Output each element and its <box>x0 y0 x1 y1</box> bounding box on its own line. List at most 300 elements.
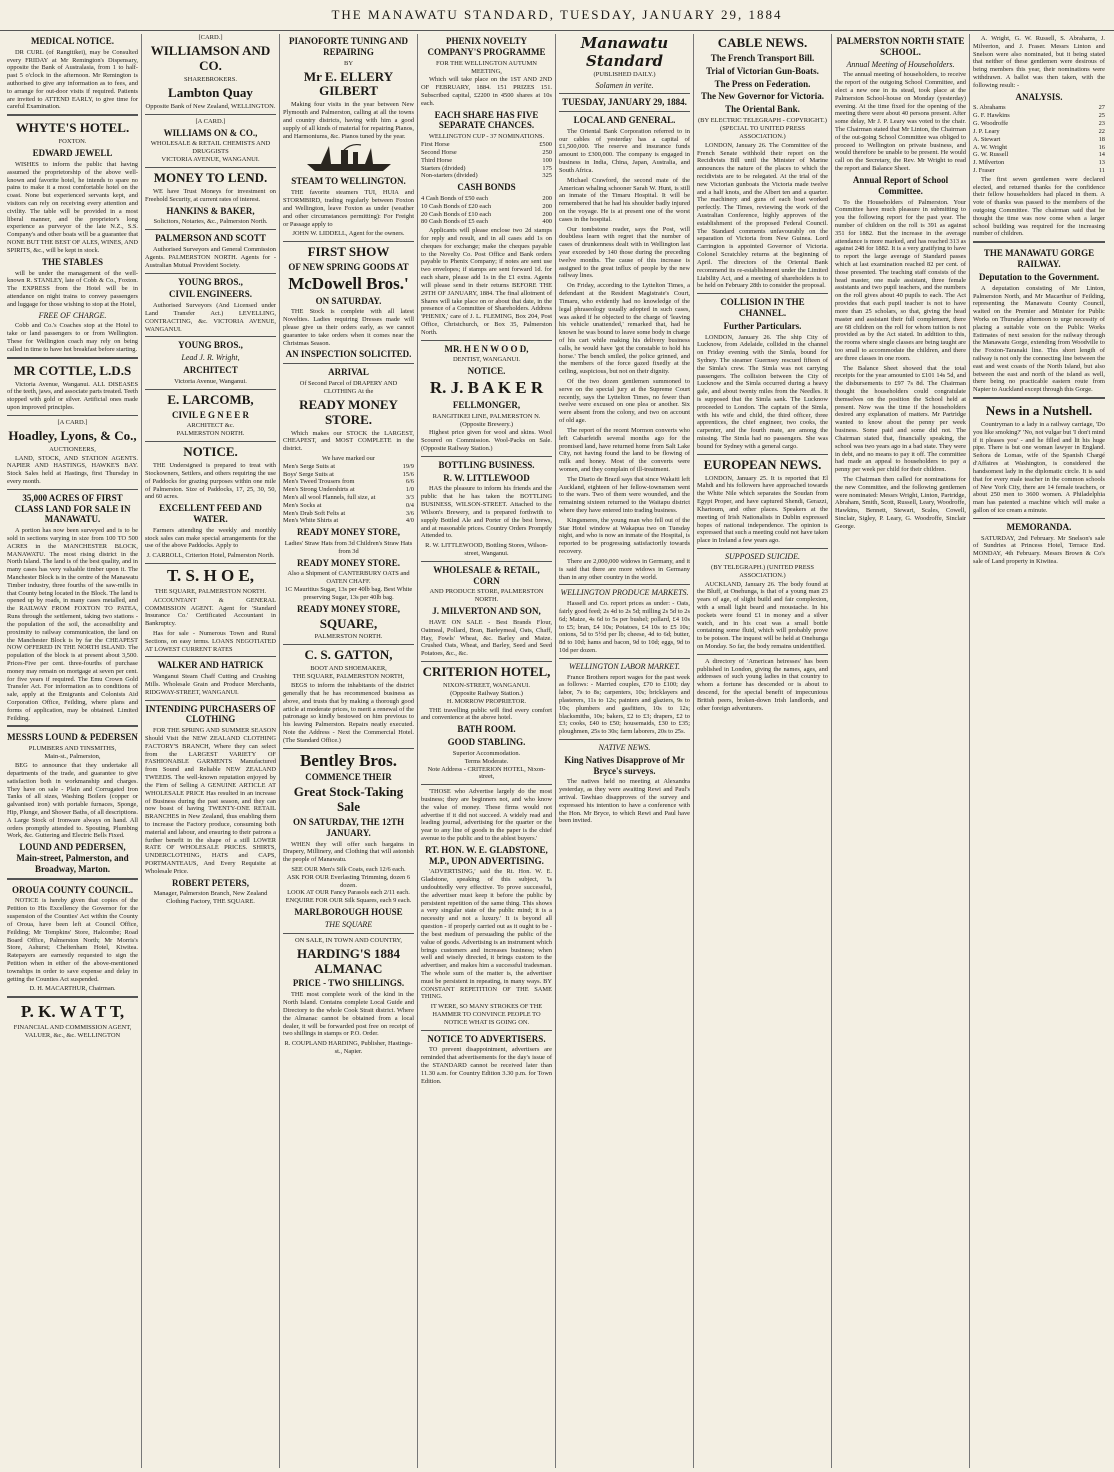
ask-body: ASK FOR OUR Everlasting Trimming, dozen 6 dozen. <box>286 873 411 889</box>
young-body: Authorised Surveyors (And Licensed under Land Transfer Act.) LEVELLING, CONTRACTING, &c. VICTORIA AVENUE, WANGANUI. <box>145 302 276 333</box>
labor-body: France Brothers report wages for the past week as follows: - Married couples, £70 to £100; day labor, 7s to 8s; carpenters, 10s; bricklayers and plasterers, 11s to 12s; painters and glaziers, 9s to 10s; plumbers and gasfitters, 10s to 12s; blacksmiths, 10s; bakers, £2 to £3; drapers, £2 to £3; cooks, £40 to £50; housemaids, £30 to £35; ploughmen, 25s to 30s; farm laborers, 20s to 25s. <box>559 673 690 736</box>
divider <box>421 561 552 562</box>
palmerson-heading: PALMERSON AND SCOTT <box>155 233 266 244</box>
saturday-label: ON SATURDAY, THE 12TH JANUARY. <box>292 817 405 838</box>
ts-body2: Has for sale - Numerous Town and Rural Sections, on easy terms. LOANS NEGOTIATED AT LOWEST CURRENT RATES <box>145 629 276 653</box>
address-label: Note Address - CRITERION HOTEL, Nixon-street, <box>427 765 546 781</box>
henwood-heading: MR. H E N W O O D, <box>444 343 529 354</box>
divider <box>697 454 828 455</box>
cup-item: Non-starters (divided) <box>421 172 478 180</box>
divider <box>145 700 276 701</box>
result-row <box>973 151 1105 159</box>
acres-heading: 35,000 ACRES OF FIRST CLASS LAND FOR SALE IN MANAWATU. <box>14 492 131 525</box>
divider <box>973 397 1105 401</box>
result-name: G. W. Russell <box>973 151 1009 159</box>
hankins-heading: HANKINS & BAKER, <box>166 205 255 216</box>
phenix-body: Which will take place on the 1ST AND 2ND OF FEBRUARY, 1884. 151 PRIZES 151. Subscribed capital, £2200 in 4500 shares at 10s each. <box>421 76 552 107</box>
directory-body: A directory of 'American heiresses' has been published in London, giving the names, ages, and addresses of such young ladies in that country to whom a fortune has descended or is about to descend, for the special benefit of impecunious British peers, broken-down Irish landlords, and other foreign adventurers. <box>697 657 828 712</box>
analysis-heading: ANALYSIS. <box>1015 91 1063 102</box>
jewell-body: WISHES to inform the public that having assumed the proprietorship of the above well-known and favorite hotel, he intends to spare no pains to make it a most comfortable hotel on the coast. None but experienced servants kept, and visitors can rely on receiving every attention and civility. The table will be provided in a most liberal manner, and the proprietor's long experience as purveyor of the late N.Z., S.S. Company's and other boats will be a guarantee that NONE BUT THE BEST OF ALES, WINES, AND SPIRITS, &c., will be kept in stock. <box>7 160 138 254</box>
pkw-heading: P. K. W A T T, <box>20 1002 125 1022</box>
report-body2: The Balance Sheet showed that the total receipts for the year amounted to £101 14s 5d, and the disbursements to £97 7s 8d. The Chairman thought the householders could congratulate themselves on the position the School held at present. Now was the time if the householders desired any explanation of matters. Mr Partridge wanted to know about the penny per week business. Some paid and some did not. The Chairman stated that, financially speaking, the school was two years ago in a bad state. They were in debt, and no means to pay it off. The committee had made an appeal to householders to pay a penny per week per child for their children. <box>835 364 966 474</box>
french-heading: The French Transport Bill. <box>710 52 815 63</box>
column-1 <box>4 34 142 1468</box>
price-list <box>283 463 414 526</box>
results-body: The first seven gentlemen were declared elected, and returned thanks for the confidence their fellow householders had placed in them. A vote of thanks was passed to the members of the outgoing Committee. The chairman said that he thought the time was now come when a larger school building was required for the increasing number of children. <box>973 175 1105 238</box>
oroua-heading: OROUA COUNTY COUNCIL. <box>12 884 133 895</box>
result-name: G. Woodroffe <box>973 120 1009 128</box>
local-para: The Oriental Bank Corporation referred to in our cables of yesterday has a capital of £1,500,000. The reserve and insurance funds amount to £300,000. The company is engaged in business in India, China, Japan, Australia, and South Africa. <box>559 127 690 174</box>
cable-heading: CABLE NEWS. <box>717 35 808 50</box>
result-row <box>973 136 1105 144</box>
result-name: J. Milverton <box>973 159 1005 167</box>
phenix-body2: Applicants will please enclose two 2d stamps for reply and result, and in all cases add 1s on cheques for exchange; make the cheques payable to the Novelty Co. Post Office and Bank orders payable to Phenix Company; if notes are sent use two envelopes; if stamps are sent forward 1d. for each share, please add 1s in the £1 extra. Agents will please send in their returns BEFORE THE 29TH OF JANUARY, 1884. The final allotment of Shares will take place on or about that date, in the presence of a Committee of Shareholders. Address 'PHENIX,' care of J. L. FLEMING, Box 204, Post Office, Christchurch, or Box 35, Palmerston North. <box>421 227 552 336</box>
price-value: 3/3 <box>405 494 414 501</box>
cup-value: 325 <box>542 172 552 180</box>
young2-heading: YOUNG BROS., <box>178 340 243 351</box>
gatton-body: BEGS to inform the inhabitants of the district generally that he has recommenced business as above, and trusts that by making a thorough good article at moderate prices, to merit a renewal of the patronage so kindly bestowed on him previous to his leaving Palmerston. Repairs neatly executed. Note the Address - Next the Commercial Hotel. (The Standard Office.) <box>283 682 414 744</box>
nutshell-body: Countryman to a lady in a railway carriage, 'Do you like smoking?' 'No, not vulgar but 'I don't mind if it pleases you' - and he filled and lit his huge pipe. There is but one woman lawyer in England. Señora de Lomas, wife of the Spanish Chargé d'Affaires at Washington, is considered the handsomest lady in the diplomatic circle. It is said that for every male teacher in the common schools of New York City, there are 14 female teachers, or about 250 men to 3600 women. A Philadelphia man has patented a machine which will make a gallon of ice cream a minute. <box>973 421 1105 514</box>
acres-body: A portion has now been surveyed and is to be sold in sections varying in size from 100 TO 500 ACRES in the MANCHESTER BLOCK, MANAWATU. The most rising district in the North Island. The land is of the best quality, and in many cases has very valuable timber upon it. The Manchester Block is in the centre of the Manawatu Timber industry, three fourths of the saw-mills in that County being located in the Block. The land is opened up by roads, in many cases metalled, and the RAILWAY FROM FOXTON TO PATEA, Runs through the settlement, taking two stations - the population of the soil, the accessibility and proximity to railway communication, the land on the Manchester Block is by far the CHEAPEST NOW OFFERED IN THE NORTH ISLAND. The population of the block is at present about 3,500. Prices-Five per cent. three-fourths of purchase money may remain on mortgage at seven per cent. for five years if required. The Emu Crown Gold Transfer Act. For information as to conditions of sale, apply at the Emigrants and Colonists Aid Corporation Office, Feilding, where plans and forms of application, may be obtained. Limited Feilding. <box>7 527 138 722</box>
carroll-signature: J. CARROLL, Criterion Hotel, Palmerston North. <box>146 552 275 560</box>
cash-item: 4 Cash Bonds of £50 each <box>421 194 488 202</box>
cash-row <box>421 211 552 219</box>
cash-bonds-heading: CASH BONDS <box>457 182 516 193</box>
marked-label: We have marked our <box>322 454 375 462</box>
gorge-body: A deputation consisting of Mr Linton, Palmerston North, and Mr Macarthur of Feilding, representing the Manawatu County Council, waited on the Premier and Minister for Public Works on Thursday afternoon to urge necessity of placing a suitable vote on the Public Works Estimates of next session for the railway through the Manawatu Gorge, extending from Woodville to the Foxton-Taranaki line. This short length of railway is not only the connecting line between the east and west coasts of the North Island, but also between the east and north of the island as well, there being no practicable eastern route from Napier to Auckland except through this Gorge. <box>973 284 1105 394</box>
native-sub: King Natives Disapprove of Mr Bryce's surveys. <box>564 754 685 776</box>
palm-school-heading: PALMERSTON NORTH STATE SCHOOL. <box>836 36 965 57</box>
cottle-body: Victoria Avenue, Wanganui. ALL DISEASES of the teeth, jaws, and associate parts treated. Teeth stopped with gold or silver. Artificial ones made upon improved principles. <box>7 380 138 411</box>
cash-row <box>421 203 552 211</box>
cash-row <box>421 195 552 203</box>
column-3 <box>280 34 418 1468</box>
column-6 <box>694 34 832 1468</box>
free-body: Cobb and Co.'s Coaches stop at the Hotel to take or land passengers to or from Wellington. These for Wellington coach may rely on being called in time to have hot breakfast before starting. <box>7 322 138 353</box>
wholesale-sub: AND PRODUCE STORE, PALMERSTON NORTH. <box>429 588 544 604</box>
annual-heading: Annual Meeting of Householders. <box>846 59 955 69</box>
enquire-body: ENQUIRE FOR OUR Silk Squares, each 9 each. <box>285 897 412 905</box>
produce-body: Hassell and Co. report prices as under: - Oats, fairly good feed; 2s 4d to 2s 5d; milling 2s 5d to 2s 6d; Maize, 4s 6d to 5s per bushel; pollard, £4 10s to £5; bran, £4 10s; Potatoes, £4 10s to £5 10s; onions, 5d to 5½d per lb; cheese, 4d to 6d; butter, 8d to 10d; hams and bacon, 9d to 10d; eggs, 9d to 10d per dozen. <box>559 600 690 654</box>
hoadley-heading: Hoadley, Lyons, & Co., <box>8 427 137 443</box>
lound-sub2: Main-st., Palmerston, <box>44 753 101 761</box>
cup-item: First Horse <box>421 141 450 149</box>
price-item: Men's White Shirts at <box>283 517 339 525</box>
lound-body: BEG to announce that they undertake all departments of the trade, and guarantee to give satisfaction both in workmanship and charges. They have on sale - Plain and Corrugated Iron Tanks of all sizes, Washing Boilers (copper or galvanised iron) with portable furnaces, Sponge, Hip, Plunge, and Shower Baths, of all descriptions. A Large Stock of Ironware always on hand. All orders promptly attended to. Spouting, Plumbing Work, &c. Guttering and Electric Bells Fixed. <box>7 762 138 840</box>
newspaper-title-sub: (PUBLISHED DAILY.) <box>593 70 656 78</box>
notice-heading: NOTICE. <box>467 366 506 377</box>
cash-row <box>421 218 552 226</box>
square-heading: SQUARE, <box>319 615 378 631</box>
cup-heading: WELLINGTON CUP - 37 NOMINATIONS. <box>428 133 545 141</box>
result-row <box>973 167 1105 175</box>
criterion-opposite: (Opposite Railway Station.) <box>450 689 523 697</box>
report-heading: Annual Report of School Committee. <box>852 174 949 196</box>
ready-money-heading: READY MONEY STORE. <box>299 396 398 427</box>
young-heading: YOUNG BROS., <box>178 276 243 287</box>
free-heading: FREE OF CHARGE. <box>38 310 107 320</box>
newspaper-motto: Solamen in verite. <box>595 80 654 90</box>
edition-date: TUESDAY, JANUARY 29, 1884. <box>562 97 687 108</box>
mcdowell-body: THE Stock is complete with all latest Novelties. Ladies requiring Dresses made will please give us their orders early, as we cannot guarantee to take orders when it comes near the Christmas Season. <box>283 308 414 347</box>
divider <box>697 293 828 294</box>
column-7 <box>832 34 970 1468</box>
almanac-price: PRICE - TWO SHILLINGS. <box>292 978 405 989</box>
ballot-intro: A. Wright, G. W. Russell, S. Abrahams, J. Milverton, and J. Fraser. Messrs Linton and Snelson were also nominated, but it being stated that neither of these gentlemen were desirous of being members this year, their nominations were withdrawn. A ballot was then taken, with the following result: - <box>973 35 1105 89</box>
medical-notice-body: DR CURL (of Rangitikei), may be Consulted every FRIDAY at Mr Remington's Dispensary, opposite the Bank of Australasia, from 1 to half-past 5 o'clock in the afternoon. Mr Remington is authorised to give any information as to fees, and to arrange for out-door visits if required. Patients are invited to ATTEND EARLY, to give time for careful Examination. <box>7 48 138 111</box>
price-item: Men's Serge Suits at <box>283 462 335 470</box>
local-para: Our tombstone reader, says the Post, will doubtless learn with regret that the number of cases of drunkenness dealt with in Wellington last year exceeded by 140 those during the preceding twelve months. The cause of this increase is assigned to the great influx of people by the new railway lines. <box>559 225 690 280</box>
cup-row <box>421 165 552 173</box>
piano-heading: PIANOFORTE TUNING AND REPAIRING <box>288 36 409 57</box>
price-value: 0/4 <box>405 501 414 509</box>
result-name: A. Stewart <box>973 135 1001 143</box>
divider <box>697 654 828 655</box>
cash-value: 200 <box>542 194 552 202</box>
young2-sub: Lead J. R. Wright, <box>181 353 240 363</box>
parasols-body: LOOK AT OUR Fancy Parasols each 2/11 each. <box>287 889 410 897</box>
almanac-heading: ON SALE, IN TOWN AND COUNTRY, <box>294 936 403 944</box>
cash-value: 200 <box>542 202 552 210</box>
european-heading: EUROPEAN NEWS. <box>703 456 822 472</box>
phenix-sub: FOR THE WELLINGTON AUTUMN MEETING, <box>436 59 537 75</box>
hoadley-body: LAND, STOCK, AND STATION AGENTS. NAPIER AND HASTINGS, HAWKE'S BAY. Stock Sales held at Hastings, first Thursday in every month. <box>7 454 138 485</box>
terms-label: Terms Moderate. <box>464 757 509 765</box>
first-show-heading: FIRST SHOW <box>307 244 390 260</box>
cottle-heading: MR COTTLE, L.D.S <box>13 362 132 378</box>
divider <box>283 748 414 749</box>
almanac-body: THE most complete work of the kind in the North Island. Contains complete Local Guide and Directory to the whole Cook Strait district. Where the Almanac cannot be obtained from a local dealer, it will be forwarded post free on receipt of two shillings in stamps or P.O. Order. <box>283 991 414 1038</box>
memoranda-heading: MEMORANDA. <box>1006 521 1072 532</box>
local-para: On Friday, according to the Lyttelton Times, a defendant at the Resident Magistrate's Court, Timaru, who evidently had no knowledge of the legal phraseology usually adopted in such cases, was asked if he objected to the charge of 'leaving his vehicle unattended,' remarked that, had he known he was bound to leave some body in charge of his cart while making his delivery business calls, he would have 'got the constable to hold his horse.' The bench smiled, the police grinned, and the members of the force gazed fixedly at the ceiling, suspicious, but not on their dignity. <box>559 282 690 376</box>
cup-row <box>421 157 552 165</box>
divider <box>973 241 1105 245</box>
cup-item: Second Horse <box>421 148 457 156</box>
arrival-body: Of Second Parcel of DRAPERY AND CLOTHING At the <box>299 380 398 395</box>
column-4 <box>418 34 556 1468</box>
gatton-heading: C. S. GATTON, <box>304 647 393 663</box>
bath-label: BATH ROOM. <box>457 724 516 735</box>
stables-heading: THE STABLES <box>41 256 104 267</box>
gladstone-heading: RT. HON. W. E. GLADSTONE, M.P., UPON ADVERTISING. <box>425 844 548 866</box>
price-row <box>283 510 414 518</box>
result-row <box>973 112 1105 120</box>
almanac-title: HARDING'S 1884 ALMANAC <box>297 945 400 976</box>
mcdowell-on: ON SATURDAY. <box>315 295 382 306</box>
divider <box>421 1030 552 1031</box>
first-show-sub: OF NEW SPRING GOODS AT <box>288 262 409 273</box>
mauritius-body: 1C Mauritius Sugar, 13s per 40lb bag. Best White preserving Sugar, 13s per 40lb bag. <box>284 586 413 601</box>
annual-body: The annual meeting of householders, to receive the report of the outgoing School Committee, and elect a new one in its stead, took place at the Palmerston School-house on Monday (yesterday) evening. At the time fixed for the opening of the meeting there were about 40 persons present. After some delay, Mr J. P. Leary was voted to the chair. The Chairman stated that Mr Linton, the Chairman of the out-going School Committee was obliged to proceed to Wellington on private business, and would therefore be unable to be present. He would call on the Secretary, the Rev. Mr Wright to read the report and Balance Sheet. <box>835 71 966 173</box>
williams-sub: WHOLESALE & RETAIL CHEMISTS AND DRUGGISTS <box>150 140 271 156</box>
price-row <box>283 486 414 494</box>
oriental-heading: The Oriental Bank. <box>725 104 800 115</box>
governor-heading: The New Governor for Victoria. <box>701 91 824 102</box>
cup-item: Starters (divided) <box>421 164 466 172</box>
notice-heading: NOTICE. <box>183 444 238 460</box>
divider <box>559 111 690 112</box>
cup-row <box>421 172 552 180</box>
cup-value: £500 <box>539 141 552 149</box>
price-item: Men's Socks at <box>283 501 322 509</box>
federation-heading: The Press on Federation. <box>714 78 811 89</box>
stables-body: will be under the management of the well-known R. STANLEY, late of Cobb & Co., Foxton. The EXPRESS from the Hotel will be in attendance on night trains to convey passengers and luggage for those wishing to stop at the Hotel, <box>7 269 138 308</box>
hoadley-card: [A CARD.] <box>57 418 88 426</box>
inspection-heading: AN INSPECTION SOLICITED. <box>285 349 412 360</box>
result-row <box>973 128 1105 136</box>
cup-list <box>421 141 552 180</box>
cup-value: 175 <box>542 164 552 172</box>
result-row <box>973 144 1105 152</box>
marlborough-heading: MARLBOROUGH HOUSE <box>294 907 403 918</box>
whytes-hotel-heading: WHYTE'S HOTEL. <box>15 120 130 136</box>
divider <box>283 241 414 242</box>
cash-item: 80 Cash Bonds of £5 each <box>421 218 488 226</box>
result-votes: 16 <box>1098 143 1105 151</box>
gorge-heading: THE MANAWATU GORGE RAILWAY. <box>983 248 1095 270</box>
divider <box>7 878 138 882</box>
result-votes: 14 <box>1098 151 1105 159</box>
williamson-heading: WILLIAMSON AND CO. <box>150 42 271 73</box>
memoranda-body: SATURDAY, 2nd February. Mr Snelson's sale of Sundries at Princess Hotel, Terrace End. MONDAY, 4th February. Messrs Brown & Co's sale of Land property in Kiwitea. <box>973 534 1105 565</box>
columns <box>4 34 1110 1468</box>
criterion-sub: NIXON-STREET, WANGANUI. <box>443 682 530 689</box>
cash-item: 10 Cash Bonds of £20 each <box>421 202 492 210</box>
hoadley-sub: AUCTIONEERS, <box>49 445 96 453</box>
result-name: A. W. Wright <box>973 143 1008 151</box>
jewell-heading: EDWARD JEWELL <box>32 148 113 159</box>
divider <box>7 996 138 1000</box>
mcdowell-heading: McDowell Bros.' <box>288 273 409 293</box>
result-row <box>973 104 1105 112</box>
divider <box>145 336 276 337</box>
local-para: The Diario de Brazil says that since Wakaiti left Auckland, eighteen of her fellow-townsmen went to the wars. Two of them were wounded, and the remaining sixteen returned to the Waitapu district where they have entered into trading business. <box>559 475 690 515</box>
labor-heading: WELLINGTON LABOR MARKET. <box>568 661 681 671</box>
divider <box>421 340 552 341</box>
piano-body: Making four visits in the year between New Plymouth and Palmerston, calling at all the towns and country districts, having with him a good supply of all kinds of material for repairing Pianos, and Harmoniums, &c. Pianos tuned by the year. <box>283 101 414 140</box>
gilbert-heading: Mr E. ELLERY GILBERT <box>303 68 394 99</box>
hankins-sub: Solicitors, Notaries, &c., Palmerston North. <box>153 218 268 226</box>
excellent-heading: EXCELLENT FEED AND WATER. <box>159 503 262 525</box>
whytes-hotel-sub: FOXTON. <box>58 138 87 146</box>
gatton-sub2: THE SQUARE, PALMERSTON NORTH, <box>292 673 405 681</box>
gladstone-body: 'ADVERTISING,' said the Rt. Hon. W. E. Gladstone, speaking of this subject, 'is undoubtedly very effective. To prove successful, the advertiser must keep it before the public by persistent repetition of the same thing. This shows a very singular state of the public mind; it is a necessity and not a luxury.' It is beyond all question - if properly carried out as it ought to be - the best medium of persuading the public of the value of goods. Advertising is an instrument which brings customers and increases business; when well and wisely directed, it brings custom to the advertiser, and makes him a successful tradesman. The whole sum of the matter is, the advertiser must be persistent in repeating, in many ways. BY CONSTANT REPETITION OF THE SAME THING. <box>421 868 552 1001</box>
williams-sub2: VICTORIA AVENUE, WANGANUI. <box>161 156 260 164</box>
result-votes: 11 <box>1098 166 1105 174</box>
produce-heading: WELLINGTON PRODUCE MARKETS. <box>560 588 689 598</box>
divider <box>7 725 138 729</box>
canterbury-body: Also a Shipment of CANTERBURY OATS and OATEN CHAFF. <box>287 570 410 586</box>
intending-body: FOR THE SPRING AND SUMMER SEASON Should Visit the NEW ZEALAND CLOTHING FACTORY'S BRANCH, Where they can select from the LARGEST VARIETY OF FASHIONABLE GARMENTS Manufactured from Sound and Reliable NEW ZEALAND TWEEDS. The well-known reputation enjoyed by the Firm of Selling A GENUINE ARTICLE AT WHOLESALE PRICE Has resulted in an increase of Business during the past season, and they can now boast of having TWENTY-ONE RETAIL BRANCHES in New Zealand, thus enabling them to increase the Factory produce, consuming both material and labour, and ensuring to their patrons a further benefit in the shape of a still LOWER RATE OF WHOLESALE PRICES. SHIRTS, UNDERCLOTHING, HATS and CAPS, PORTMANTEAUS, And Every Requisite at Wholesale Price. <box>145 727 276 875</box>
column-2 <box>142 34 280 1468</box>
divider <box>145 114 276 115</box>
pkw-sub: FINANCIAL AND COMMISSION AGENT, VALUER, &c., &c. WELLINGTON <box>13 1023 132 1039</box>
divider <box>421 456 552 457</box>
divider <box>421 661 552 662</box>
collision-heading: COLLISION IN THE CHANNEL. <box>720 297 805 318</box>
page-masthead: THE MANAWATU STANDARD, TUESDAY, JANUARY 29, 1884 <box>0 0 1114 31</box>
liddell-signature: JOHN W. LIDDELL, Agent for the owners. <box>292 230 405 238</box>
native-body: The natives held no meeting at Alexandra yesterday, as they were awaiting Rewi and Paul's arrival. Tawhiao disapproves of the survey and expressed his intention to have a conference with the Hon. Mr Bryce, to which Rewi and Paul have been invited. <box>559 778 690 825</box>
advertisers-body: TO prevent disappointment, advertisers are reminded that advertisements for the day's issue of the STANDARD cannot be received later than 11.30 a.m. for Country Edition 3.30 p.m. for Town Edition. <box>421 1046 552 1085</box>
larcomb-sub: CIVIL E G N E E R <box>171 409 250 420</box>
suicide-sub: (BY TELEGRAPH.) (UNITED PRESS ASSOCIATION.) <box>711 563 814 579</box>
bentley-heading: Bentley Bros. <box>300 750 397 770</box>
lambton-sub: Opposite Bank of New Zealand, WELLINGTON. <box>145 102 276 110</box>
ts-heading: T. S. H O E, <box>166 566 255 586</box>
palmerson-body: Authorised Surveyors and General Commission Agents. PALMERSTON NORTH. Agents for - Australian Mutual Provident Society. <box>145 246 276 269</box>
morrow-label: H. MORROW PROPRIETOR. <box>446 697 527 705</box>
local-para: Of the two dozen gentlemen summoned to serve on the special jury at the Supreme Court recently, says the Lyttelton Times, no fewer than twelve were excused on one plea or another. Six were absent from the colony, and two on account of old age. <box>559 378 690 425</box>
milverton-heading: J. MILVERTON AND SON, <box>432 606 541 617</box>
cup-item: Third Horse <box>421 156 453 164</box>
price-value: 15/6 <box>402 470 414 478</box>
ts-body: ACCOUNTANT & GENERAL COMMISSION AGENT. Agent for 'Standard Insurance Co.' Certificated Accountant in Bankruptcy. <box>145 596 276 628</box>
suicide-heading: SUPPOSED SUICIDE. <box>724 551 801 561</box>
newspaper-title: Manawatu Standard <box>580 34 669 71</box>
card-label: [CARD.] <box>198 34 223 41</box>
bentley-body: WHEN they will offer such bargains in Drapery, Millinery, and Clothing that will astonish the people of Manawatu. <box>283 840 414 864</box>
price-item: Men's Strong Undershirts at <box>283 486 355 494</box>
cup-value: 250 <box>542 148 552 156</box>
larcomb-address: PALMERSTON NORTH. <box>176 430 245 438</box>
price-row <box>283 471 414 479</box>
square-sub: PALMERSTON NORTH. <box>314 633 383 641</box>
littlewood-signature: R. W. LITTLEWOOD, Bottling Stores, Wilson-street, Wanganui. <box>425 542 548 557</box>
lound-heading: MESSRS LOUND & PEDERSEN <box>7 732 138 743</box>
lambton-heading: Lambton Quay <box>168 84 253 100</box>
money-body: WE have Trust Moneys for investment on Freehold Security, at current rates of interest. <box>145 188 276 203</box>
gorge-sub: Deputation to the Government. <box>979 271 1099 282</box>
gatton-sub: BOOT AND SHOEMAKER, <box>310 665 387 673</box>
divider <box>7 114 138 118</box>
local-heading: LOCAL AND GENERAL. <box>573 115 676 126</box>
price-value: 19/9 <box>402 462 414 470</box>
cash-list <box>421 195 552 226</box>
price-item: Boys' Serge Suits at <box>283 470 334 478</box>
baker-sub: FELLMONGER, <box>452 399 521 410</box>
column-8 <box>970 34 1108 1468</box>
going-label: IT WERE, SO MANY STROKES OF THE HAMMER TO CONVINCE PEOPLE TO NOTICE WHAT IS GOING ON. <box>430 1003 543 1026</box>
larcomb-architect: ARCHITECT &c. <box>186 422 235 430</box>
divider <box>559 584 690 585</box>
divider <box>145 656 276 657</box>
price-item: Men's all wool Flannels, full size, at <box>283 494 376 501</box>
divider <box>145 441 276 442</box>
divider <box>145 167 276 168</box>
cable-sub: (BY ELECTRIC TELEGRAPH - COPYRIGHT.) (SPECIAL TO UNITED PRESS ASSOCIATION.) <box>698 116 827 140</box>
cup-value: 100 <box>542 156 552 164</box>
ready3-heading: READY MONEY STORE. <box>297 557 400 568</box>
result-row <box>973 120 1105 128</box>
medical-notice-heading: MEDICAL NOTICE. <box>30 36 114 46</box>
intending-heading: INTENDING PURCHASERS OF CLOTHING <box>145 703 276 725</box>
price-row <box>283 494 414 502</box>
price-row <box>283 502 414 510</box>
young2-architect: ARCHITECT <box>183 364 238 375</box>
cash-item: 20 Cash Bonds of £10 each <box>421 210 492 218</box>
local-para: Kingsmeres, the young man who fell out of the Star Hotel window at Wakapua two on Tuesday night, and who is now an inmate of the Hospital, is reported to be progressing satisfactorily towards recovery. <box>559 516 690 556</box>
ballot-results <box>973 104 1105 174</box>
card-label: [A CARD.] <box>195 117 226 125</box>
lound-sub: PLUMBERS AND TINSMITHS, <box>28 745 117 753</box>
marlborough-sub: THE SQUARE <box>324 919 373 929</box>
result-name: J. Fraser <box>973 166 995 174</box>
walker-body: Wanganui Steam Chaff Cutting and Crushing Mills. Wholesale Grain and Produce Merchants, RIDGWAY-STREET, WANGANUI. <box>145 673 276 696</box>
harding-signature: R. COUPLAND HARDING, Publisher, Hastings-st., Napier. <box>284 1040 413 1055</box>
advertisers-heading: NOTICE TO ADVERTISERS. <box>427 1033 546 1044</box>
steam-body: THE favorite steamers TUI, HUIA and STORMBIRD, trading regularly between Foxton and Wellington, leave Foxton as under (weather and other circumstances permitting): For Freight or Passage apply to <box>283 189 414 228</box>
result-name: J. P. Leary <box>973 127 1000 135</box>
cash-value: 400 <box>542 218 552 226</box>
advertise-body: 'THOSE who Advertise largely do the most business; they are beginners not, and who know the value of money. These firms would not advertise if it did not succeed. A widely read and leading journal, advertising for the quarter or the year to any line of goods in the paper is the chief avenue to the public and to the ablest buyers.' <box>421 788 552 842</box>
divider <box>973 518 1105 519</box>
stabling-label: GOOD STABLING. <box>447 737 526 748</box>
column-5 <box>556 34 694 1468</box>
result-name: G. F. Hawkins <box>973 112 1010 120</box>
divider <box>145 563 276 564</box>
excellent-body: Farmers attending the weekly and monthly stock sales can make special arrangements for the use of the above Paddocks. Apply to <box>145 526 276 550</box>
local-para: There are 2,000,000 widows in Germany, and it is said that there are more widows in Germany than in any other country in the world. <box>559 557 690 581</box>
nutshell-heading: News in a Nutshell. <box>985 403 1093 419</box>
divider <box>283 363 414 364</box>
nominations-body: The Chairman then called for nominations for the new Committee, and the following gentlemen were nominated: Messrs Wright, Linton, Partridge, Abraham, Smith, Scott, Russell, Leary, Woodroffe, Hawkins, Bennett, Stewart, Scales, Cowell, Sinclair, Sigley, P. Leary, G. Woodroffe, Sinclair George. <box>835 475 966 530</box>
particulars-heading: Further Particulars. <box>723 320 802 331</box>
criterion-body: THE travelling public will find every comfort and convenience at the above hotel. <box>421 706 552 722</box>
collision-body: LONDON, January 26. The ship City of Lucknow, from Adelaide, collided in the channel on Friday evening with the Simla, bound for Sydney. The steamer Guernsey rescued fifteen of the Simla's crew. The Simla was not carrying passengers. The collision between the City of Lucknow and the Simla occurred during a heavy gale, and about twenty miles from the Needles. It is supposed that the Simla sank. The Lucknow proceeded to London. The captain of the Simla, with his wife and child, the third officer, three apprentices, the chief engineer, two cooks, the carpenter, and the fourth mate, are among the missing. The Simla had no passengers. She was bound for Sydney with a general cargo. <box>697 333 828 450</box>
cash-value: 200 <box>542 210 552 218</box>
littlewood-body: HAS the pleasure to inform his friends and the public that he has taken the BOTTLING BUSINESS, WILSON-STREET. Attached to the Wilson's Brewery, and is prepared forthwith to supply Bottled Ale and Porter of the best brews, and at reasonable prices. Country Orders Promptly Attended to. <box>421 485 552 540</box>
littlewood-heading: R. W. LITTLEWOOD <box>443 472 530 483</box>
price-value: 4/0 <box>405 517 414 525</box>
suicide-body: AUCKLAND, January 26. The body found at the Bluff, at Onehunga, is that of a young man 23 years of age, of slight build and fair complexion, with a small light beard and moustache. In his pockets were found £1 in money and a silver watch, and in his coat was a small bottle containing some fluid, which will probably prove to be poison. The inquest will be held at Onehunga on Monday. So far, the body remains unidentified. <box>697 580 828 651</box>
divider <box>145 389 276 390</box>
steam-heading: STEAM TO WELLINGTON. <box>291 176 406 187</box>
bottling-heading: BOTTLING BUSINESS. <box>438 459 535 470</box>
oroua-signature: D. H. MACARTHUR, Chairman. <box>29 985 116 993</box>
young-sub: CIVIL ENGINEERS. <box>168 289 253 300</box>
ts-sub: THE SQUARE, PALMERSTON NORTH. <box>154 587 267 595</box>
williams-heading: WILLIAMS ON & CO., <box>163 127 258 138</box>
price-value: 1/0 <box>405 486 414 494</box>
young2-address: Victoria Avenue, Wanganui. <box>174 377 247 385</box>
divider <box>559 93 690 94</box>
gunboats-heading: Trial of Victorian Gun-Boats. <box>706 65 819 76</box>
baker-heading: R. J. B A K E R <box>429 378 544 398</box>
price-item: Men's Drab Soft Felts at <box>283 509 346 517</box>
ready4-heading: READY MONEY STORE, <box>297 603 400 614</box>
silk-body: SEE OUR Men's Silk Coats, each 12/6 each. <box>291 866 406 874</box>
result-row <box>973 159 1105 167</box>
phenix-heading: PHENIX NOVELTY COMPANY'S PROGRAMME <box>427 36 546 57</box>
williamson-sub: SHAREBROKERS. <box>184 75 237 83</box>
divider <box>283 933 414 934</box>
price-item: Men's Tweed Trousers from <box>283 478 355 486</box>
piano-by: BY <box>343 59 354 67</box>
price-row <box>283 463 414 471</box>
result-votes: 27 <box>1098 104 1105 112</box>
bentley-sub: COMMENCE THEIR <box>305 772 392 783</box>
steamship-icon <box>301 143 397 173</box>
notice-body: THE Undersigned is prepared to treat with Stockowners, Settlers, and others requiring the use of Paddocks for grazing purposes within one mile of Palmerston. Size of Paddocks, 17, 25, 30, 50, and 60 acres. <box>145 462 276 501</box>
ready2-heading: READY MONEY STORE, <box>297 527 400 538</box>
result-votes: 25 <box>1098 112 1105 120</box>
divider <box>559 658 690 659</box>
phenix-share: EACH SHARE HAS FIVE SEPARATE CHANCES. <box>434 109 539 131</box>
price-value: 6/6 <box>405 478 414 486</box>
arrival-heading: ARRIVAL <box>328 367 369 378</box>
divider <box>559 739 690 740</box>
